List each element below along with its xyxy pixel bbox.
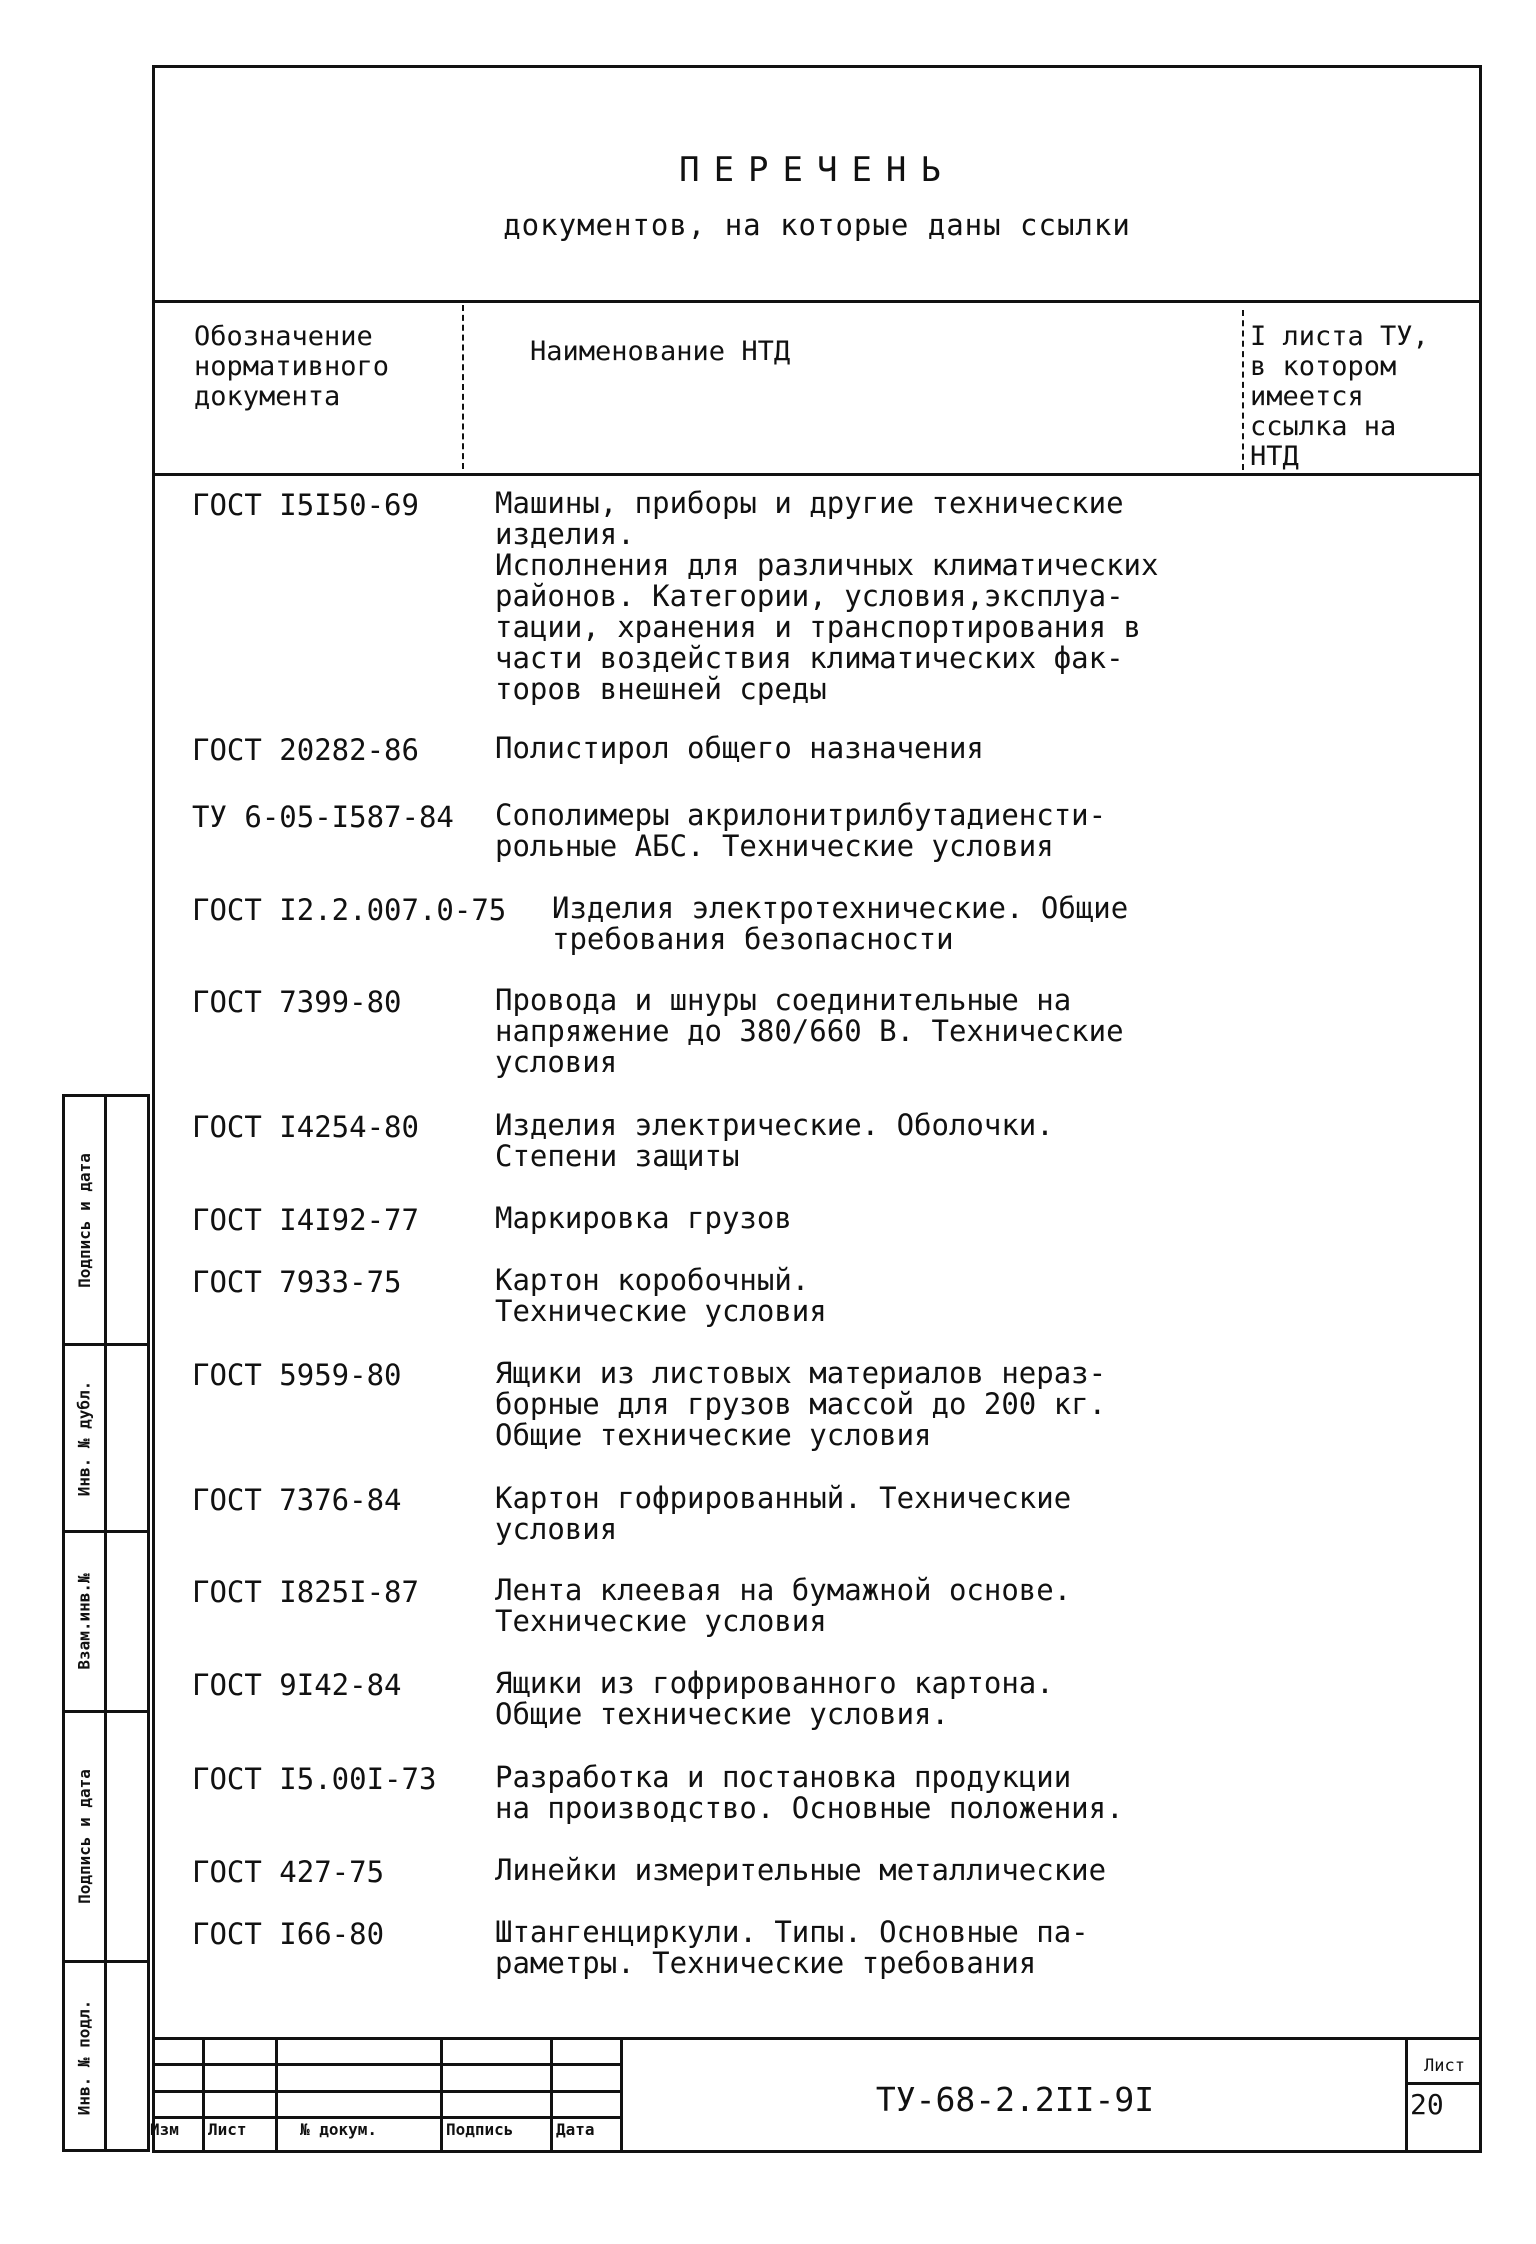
side-label-cell-2 — [64, 1713, 104, 1960]
row-code-11: ГОСТ I825I-87 — [192, 1575, 419, 1609]
side-label-vzam-inv: Взам.инв.№ — [74, 1573, 94, 1670]
document-code: ТУ-68-2.2II-9I — [875, 2080, 1155, 2119]
row-code-1: ГОСТ I5I50-69 — [192, 488, 419, 522]
stamp-col-1 — [202, 2037, 205, 2153]
sheet-box-rule — [1405, 2082, 1482, 2085]
stamp-top-rule — [152, 2037, 1482, 2040]
table-top-rule — [152, 300, 1482, 303]
row-code-3: ТУ 6-05-I587-84 — [192, 800, 454, 834]
column-header-sheet: I листа ТУ, в котором имеется ссылка на НТД — [1250, 321, 1429, 472]
table-header-rule — [152, 473, 1482, 476]
row-code-6: ГОСТ I4254-80 — [192, 1110, 419, 1144]
stamp-col-2 — [275, 2037, 278, 2153]
row-name-6: Изделия электрические. Оболочки. Степени защиты — [495, 1108, 1054, 1173]
stamp-col-3 — [440, 2037, 443, 2153]
sheet-label: Лист — [1424, 2056, 1465, 2076]
stamp-label-date: Дата — [556, 2120, 595, 2139]
row-name-3: Сополимеры акрилонитрилбутадиенсти- рольные АБС. Технические условия — [495, 798, 1107, 863]
column-header-name: Наименование НТД — [530, 336, 791, 367]
side-label-signature-date-1: Подпись и дата — [74, 1769, 94, 1904]
row-name-1: Машины, приборы и другие технические изделия. Исполнения для различных климатических районов. Категории, условия,эксплуа- тации, хранения и транспортирования в части воздействия климатических фак- торов внешней среды — [495, 486, 1159, 706]
side-label-inv-podl: Инв. № подл. — [74, 1999, 94, 2116]
row-name-5: Провода и шнуры соединительные на напряжение до 380/660 В. Технические условия — [495, 983, 1124, 1079]
side-label-signature-date-2: Подпись и дата — [74, 1152, 94, 1288]
row-code-10: ГОСТ 7376-84 — [192, 1483, 402, 1517]
row-code-15: ГОСТ I66-80 — [192, 1917, 385, 1951]
row-name-9: Ящики из листовых материалов нераз- борные для грузов массой до 200 кг. Общие технические условия — [495, 1356, 1107, 1452]
row-code-5: ГОСТ 7399-80 — [192, 985, 402, 1019]
row-name-2: Полистирол общего назначения — [495, 731, 984, 765]
row-code-7: ГОСТ I4I92-77 — [192, 1203, 419, 1237]
stamp-label-list: Лист — [208, 2120, 247, 2139]
row-code-2: ГОСТ 20282-86 — [192, 733, 419, 767]
stamp-label-signature: Подпись — [446, 2120, 514, 2139]
header-separator-1 — [462, 305, 464, 469]
row-name-8: Картон коробочный. Технические условия — [495, 1263, 827, 1328]
stamp-col-4 — [550, 2037, 553, 2153]
row-code-8: ГОСТ 7933-75 — [192, 1265, 402, 1299]
column-header-designation: Обозначение нормативного документа — [194, 321, 390, 412]
side-label-cell-4 — [64, 1346, 104, 1530]
row-name-12: Ящики из гофрированного картона. Общие технические условия. — [495, 1666, 1054, 1731]
side-stamp-divider — [104, 1094, 107, 2152]
side-label-cell-1 — [64, 1963, 104, 2152]
side-label-inv-dubl: Инв. № дубл. — [74, 1380, 94, 1496]
row-name-15: Штангенциркули. Типы. Основные па- раметры. Технические требования — [495, 1915, 1089, 1980]
row-code-13: ГОСТ I5.00I-73 — [192, 1762, 437, 1796]
row-code-9: ГОСТ 5959-80 — [192, 1358, 402, 1392]
row-name-10: Картон гофрированный. Технические условия — [495, 1481, 1072, 1546]
row-name-7: Маркировка грузов — [495, 1201, 792, 1235]
row-code-14: ГОСТ 427-75 — [192, 1855, 385, 1889]
row-name-13: Разработка и постановка продукции на производство. Основные положения. — [495, 1760, 1124, 1825]
side-label-cell-5 — [64, 1097, 104, 1343]
row-code-4: ГОСТ I2.2.007.0-75 — [192, 893, 507, 927]
page-subtitle: документов, на которые даны ссылки — [503, 208, 1131, 242]
row-name-4: Изделия электротехнические. Общие требования безопасности — [552, 891, 1129, 956]
row-code-12: ГОСТ 9I42-84 — [192, 1668, 402, 1702]
side-label-cell-3 — [64, 1533, 104, 1710]
sheet-number: 20 — [1410, 2088, 1444, 2121]
row-name-14: Линейки измерительные металлические — [495, 1853, 1107, 1887]
row-name-11: Лента клеевая на бумажной основе. Технические условия — [495, 1573, 1072, 1638]
header-separator-2 — [1242, 310, 1244, 470]
stamp-label-doc-number: № докум. — [300, 2120, 378, 2139]
page-title: ПЕРЕЧЕНЬ — [679, 150, 955, 190]
stamp-label-izm: Изм — [150, 2120, 179, 2139]
